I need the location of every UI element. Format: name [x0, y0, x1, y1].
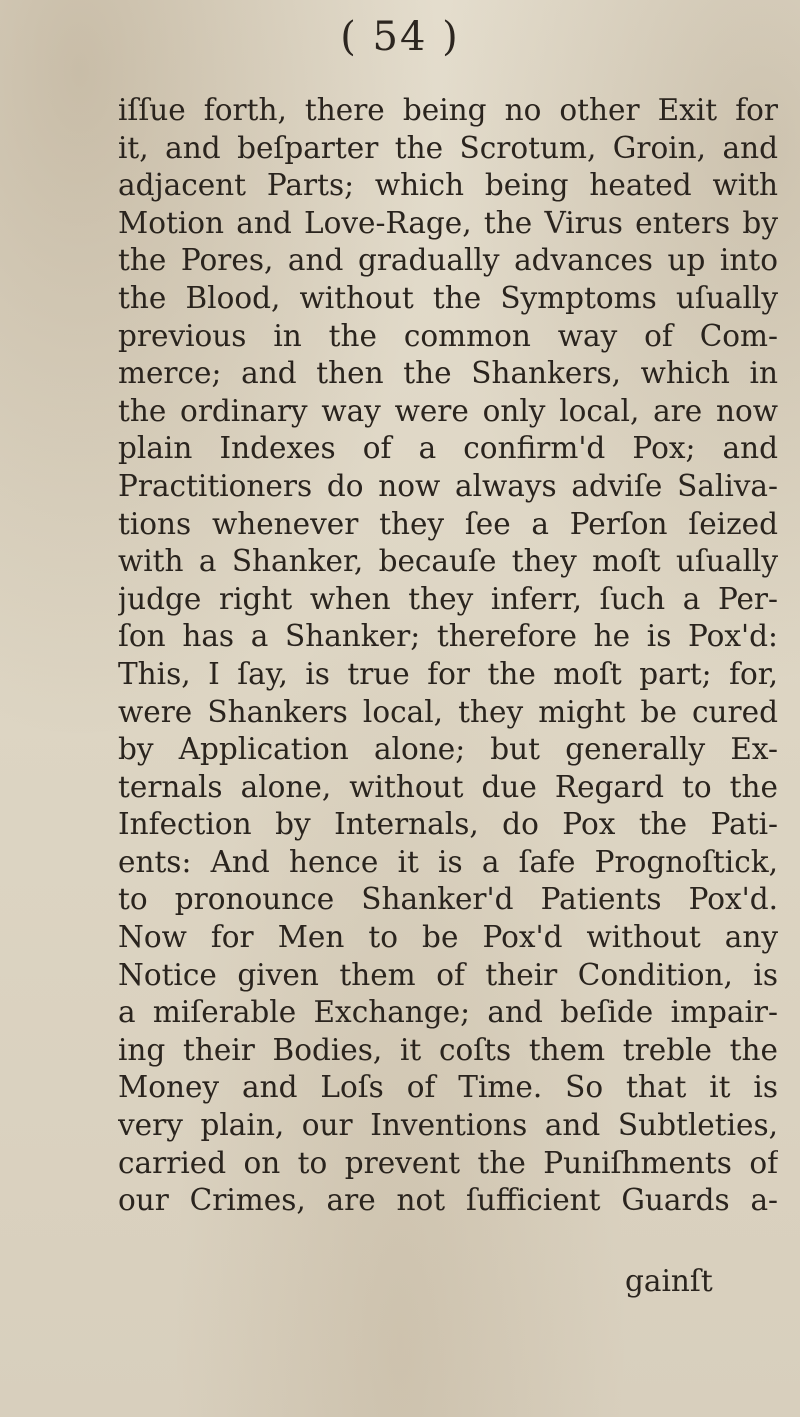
text-line: Money and Loſs of Time. So that it is [118, 1070, 778, 1105]
page-number: ( 54 ) [340, 14, 460, 60]
text-line: by Application alone; but generally Ex- [118, 732, 778, 767]
body-text [118, 92, 778, 1220]
text-line: a miſerable Exchange; and beſide impair- [118, 995, 778, 1030]
text-line: with a Shanker, becauſe they moſt uſually [118, 544, 778, 579]
text-line: to pronounce Shanker'd Patients Pox'd. [118, 882, 778, 917]
text-line: judge right when they inferr, ſuch a Per- [118, 581, 778, 616]
text-line: the ordinary way were only local, are now [118, 393, 778, 428]
text-line: our Crimes, are not ſufficient Guards a- [118, 1183, 778, 1218]
text-line: ſon has a Shanker; therefore he is Pox'd: [118, 619, 778, 654]
text-line: very plain, our Inventions and Subtleties, [118, 1108, 778, 1143]
text-line: tions whenever they ſee a Perſon ſeized [118, 506, 778, 541]
text-line: ing their Bodies, it coſts them treble the [118, 1032, 778, 1067]
text-line: merce; and then the Shankers, which in [118, 356, 778, 391]
text-line: it, and beſparter the Scrotum, Groin, and [118, 130, 778, 165]
text-line: ternals alone, without due Regard to the [118, 769, 778, 804]
catchword: gainſt [625, 1264, 713, 1298]
text-line: carried on to prevent the Puniſhments of [118, 1145, 778, 1180]
text-line: Practitioners do now always adviſe Saliva- [118, 468, 778, 503]
text-line: ents: And hence it is a ſafe Prognoſtick, [118, 844, 778, 879]
text-line: Motion and Love-Rage, the Virus enters by [118, 205, 778, 240]
text-line: Notice given them of their Condition, is [118, 957, 778, 992]
text-line: Infection by Internals, do Pox the Pati- [118, 807, 778, 842]
text-line: iſſue forth, there being no other Exit for [118, 93, 778, 127]
text-line: previous in the common way of Com- [118, 318, 778, 353]
text-line: plain Indexes of a confirm'd Pox; and [118, 431, 778, 466]
text-line: Now for Men to be Pox'd without any [118, 920, 778, 955]
text-line: adjacent Parts; which being heated with [118, 168, 778, 203]
text-line: were Shankers local, they might be cured [118, 694, 778, 729]
text-line: This, I ſay, is true for the moſt part; for, [118, 656, 778, 691]
text-line: the Pores, and gradually advances up into [118, 243, 778, 278]
text-line: the Blood, without the Symptoms uſually [118, 280, 778, 315]
